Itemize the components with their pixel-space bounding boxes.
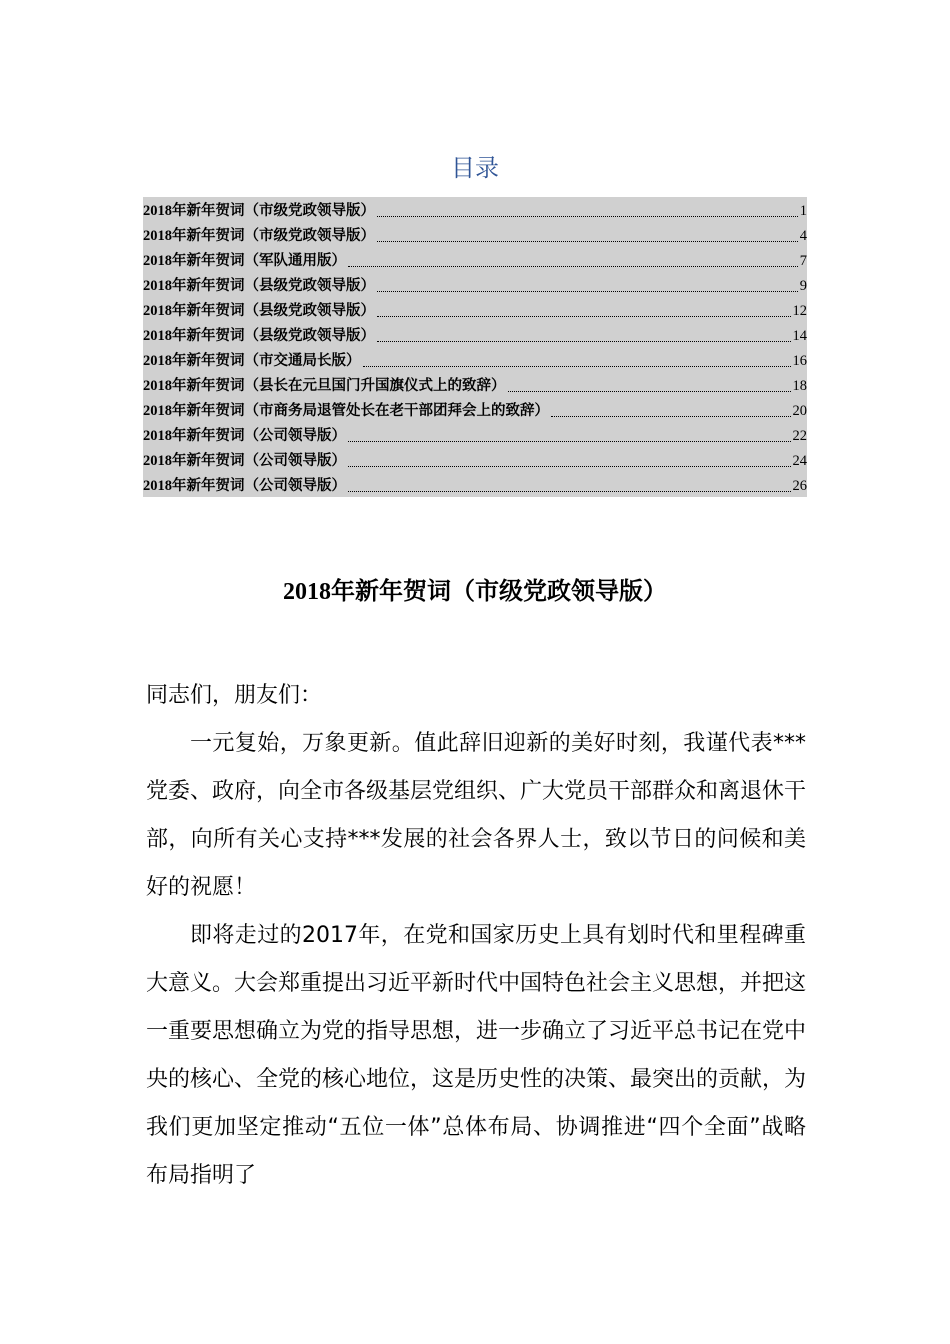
toc-leader-dots: [551, 415, 791, 417]
toc-leader-dots: [348, 465, 791, 467]
toc-entry[interactable]: [143, 372, 807, 397]
toc-entry-page: 18: [792, 378, 807, 394]
toc-leader-dots: [377, 290, 798, 292]
toc-entry[interactable]: [143, 272, 807, 297]
toc-entry[interactable]: [143, 422, 807, 447]
toc-entry-page: 1: [799, 203, 807, 219]
toc-leader-dots: [348, 490, 791, 492]
toc-entry-label: 2018年新年贺词（军队通用版）: [143, 253, 346, 269]
paragraph: 一元复始，万象更新。值此辞旧迎新的美好时刻，我谨代表***党委、政府，向全市各级基层党组织、广大党员干部群众和离退休干部，向所有关心支持***发展的社会各界人士，致以节日的问候和美好的祝愿！: [146, 731, 807, 900]
toc-entry[interactable]: [143, 222, 807, 247]
toc-entry-label: 2018年新年贺词（县级党政领导版）: [143, 328, 375, 344]
toc-entry-label: 2018年新年贺词（市交通局长版）: [143, 353, 361, 369]
toc-entry-page: 9: [799, 278, 807, 294]
toc-leader-dots: [363, 365, 791, 367]
toc-leader-dots: [348, 265, 798, 267]
toc-entry[interactable]: [143, 447, 807, 472]
toc-entry-page: 4: [799, 228, 807, 244]
toc-entry[interactable]: [143, 397, 807, 422]
paragraph: 即将走过的2017年，在党和国家历史上具有划时代和里程碑重大意义。大会郑重提出习近平新时代中国特色社会主义思想，并把这一重要思想确立为党的指导思想，进一步确立了习近平总书记在党中央的核心、全党的核心地位，这是历史性的决策、最突出的贡献，为我们更加坚定推动“五位一体”总体布局、协调推进“四个全面”战略布局指明了: [146, 923, 807, 1188]
toc-leader-dots: [377, 315, 791, 317]
toc-leader-dots: [377, 240, 798, 242]
toc-entry-label: 2018年新年贺词（市级党政领导版）: [143, 228, 375, 244]
toc-leader-dots: [377, 340, 791, 342]
toc-entry-label: 2018年新年贺词（市级党政领导版）: [143, 203, 375, 219]
toc-entry-label: 2018年新年贺词（公司领导版）: [143, 478, 346, 494]
toc-list: [143, 197, 807, 497]
toc-entry[interactable]: [143, 247, 807, 272]
toc-entry[interactable]: [143, 347, 807, 372]
toc-title: 目录: [451, 154, 499, 182]
toc-entry-page: 12: [792, 303, 807, 319]
document-title: 2018年新年贺词（市级党政领导版）: [283, 579, 667, 605]
salutation: 同志们，朋友们：: [146, 683, 323, 708]
toc-entry-page: 26: [792, 478, 807, 494]
toc-leader-dots: [508, 390, 791, 392]
toc-entry-page: 16: [792, 353, 807, 369]
toc-entry-page: 14: [792, 328, 807, 344]
toc-entry-page: 20: [792, 403, 807, 419]
toc-entry[interactable]: [143, 322, 807, 347]
document-body: [146, 672, 806, 1200]
toc-leader-dots: [348, 440, 791, 442]
toc-entry-page: 22: [792, 428, 807, 444]
toc-entry-label: 2018年新年贺词（公司领导版）: [143, 428, 346, 444]
toc-entry-page: 24: [792, 453, 807, 469]
toc-entry[interactable]: [143, 197, 807, 222]
toc-entry[interactable]: [143, 297, 807, 322]
toc-entry-label: 2018年新年贺词（市商务局退管处长在老干部团拜会上的致辞）: [143, 403, 549, 419]
toc-entry-label: 2018年新年贺词（县级党政领导版）: [143, 303, 375, 319]
toc-leader-dots: [377, 215, 798, 217]
toc-entry[interactable]: [143, 472, 807, 497]
toc-entry-label: 2018年新年贺词（县级党政领导版）: [143, 278, 375, 294]
toc-entry-label: 2018年新年贺词（县长在元旦国门升国旗仪式上的致辞）: [143, 378, 506, 394]
toc-entry-page: 7: [799, 253, 807, 269]
toc-entry-label: 2018年新年贺词（公司领导版）: [143, 453, 346, 469]
